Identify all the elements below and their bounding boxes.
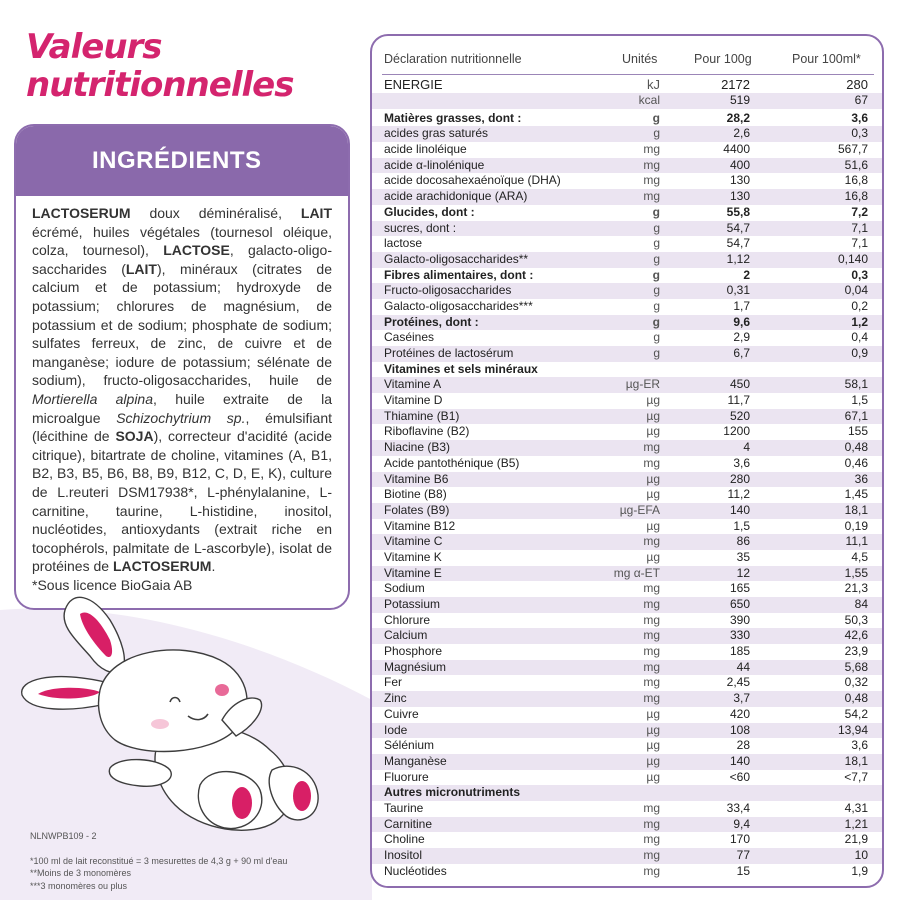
table-row <box>372 221 882 237</box>
value-per-100g: 44 <box>736 659 750 674</box>
value-per-100ml: 21,3 <box>844 581 868 596</box>
value-per-100g: 54,7 <box>726 220 750 235</box>
value-per-100ml: 7,2 <box>851 204 868 219</box>
table-row <box>372 738 882 754</box>
table-row <box>372 409 882 425</box>
nutrient-unit: µg <box>646 706 660 721</box>
value-per-100g: 0,31 <box>726 283 750 298</box>
nutrient-unit: mg <box>643 440 660 455</box>
ingredient-segment: LAIT <box>300 205 332 221</box>
value-per-100ml: 0,140 <box>837 251 868 266</box>
value-per-100ml: 13,94 <box>837 722 868 737</box>
nutrient-name: Vitamine B12 <box>384 518 456 533</box>
nutrient-name: acide linoléique <box>384 142 467 157</box>
nutrient-unit: µg <box>646 549 660 564</box>
nutrient-unit: mg <box>643 628 660 643</box>
nutrient-name: Galacto-oligosaccharides** <box>384 251 529 266</box>
value-per-100g: 3,7 <box>733 691 750 706</box>
nutrient-name: Vitamines et sels minéraux <box>384 361 538 376</box>
value-per-100ml: 155 <box>847 424 868 439</box>
nutrient-name: Caséines <box>384 330 435 345</box>
value-per-100ml: 16,8 <box>844 189 868 204</box>
value-per-100ml: 4,31 <box>844 800 868 815</box>
nutrient-unit: mg <box>643 691 660 706</box>
table-row <box>372 660 882 676</box>
value-per-100ml: 50,3 <box>844 612 868 627</box>
license-note: *Sous licence BioGaia AB <box>32 576 193 593</box>
value-per-100ml: 1,9 <box>851 863 868 878</box>
footnote-1: *100 ml de lait reconstitué = 3 mesurettes de 4,3 g + 90 ml d'eau <box>30 855 288 866</box>
value-per-100g: 420 <box>729 706 750 721</box>
nutrient-name: Vitamine A <box>384 377 442 392</box>
nutrient-unit: mg <box>643 597 660 611</box>
ingredient-segment: SOJA <box>115 428 154 445</box>
value-per-100g: 130 <box>729 173 750 188</box>
table-row <box>372 848 882 864</box>
table-row <box>372 111 882 127</box>
nutrient-name: Taurine <box>384 800 424 815</box>
value-per-100g: 280 <box>729 471 750 486</box>
nutrient-unit: mg <box>643 173 660 188</box>
ingredient-segment: LACTOSERUM <box>112 558 212 575</box>
nutrient-name: Fer <box>384 675 402 690</box>
nutrient-name: Chlorure <box>384 612 431 627</box>
nutrient-unit: mg <box>643 612 660 627</box>
value-per-100g: 650 <box>729 597 750 611</box>
nutrient-unit: g <box>653 236 660 251</box>
ingredient-segment: doux déminéralisé, <box>130 205 301 221</box>
value-per-100g: 4 <box>743 440 750 455</box>
value-per-100ml: 54,2 <box>844 706 868 721</box>
nutrition-table <box>370 34 884 888</box>
value-per-100ml: 16,8 <box>844 173 868 188</box>
value-per-100ml: 567,7 <box>837 142 868 157</box>
table-row <box>372 299 882 315</box>
table-header <box>372 52 882 72</box>
table-row <box>372 346 882 362</box>
value-per-100ml: 3,6 <box>851 738 868 753</box>
table-row <box>372 268 882 284</box>
value-per-100g: 1,7 <box>733 298 750 313</box>
value-per-100ml: 1,55 <box>844 565 868 580</box>
value-per-100g: 130 <box>729 189 750 204</box>
table-row <box>372 566 882 582</box>
table-row <box>372 613 882 629</box>
nutrient-name: Vitamine B6 <box>384 471 449 486</box>
value-per-100ml: 84 <box>854 597 868 611</box>
nutrient-name: lactose <box>384 236 423 251</box>
table-row <box>372 534 882 550</box>
value-per-100g: 140 <box>729 502 750 517</box>
nutrient-name: acide α-linolénique <box>384 157 485 172</box>
value-per-100ml: 280 <box>846 77 868 92</box>
value-per-100ml: <7,7 <box>844 769 868 784</box>
nutrient-unit: mg <box>643 659 660 674</box>
table-row <box>372 315 882 331</box>
value-per-100g: 2 <box>743 267 750 282</box>
nutrient-unit: mg <box>643 534 660 549</box>
nutrient-name: acides gras saturés <box>384 126 489 141</box>
nutrient-name: Choline <box>384 832 425 847</box>
value-per-100ml: 1,2 <box>851 314 868 329</box>
nutrient-unit: mg <box>643 800 660 815</box>
nutrient-name: Inositol <box>384 848 423 862</box>
value-per-100ml: 1,21 <box>844 816 868 831</box>
nutrient-unit: g <box>652 267 660 282</box>
table-row <box>372 189 882 205</box>
value-per-100g: 165 <box>729 581 750 596</box>
ingredient-segment: . <box>211 558 216 575</box>
nutrient-unit: kcal <box>638 93 660 107</box>
table-row <box>372 519 882 535</box>
nutrient-name: Potassium <box>384 597 441 611</box>
table-row <box>372 503 882 519</box>
ingredient-segment: LACTOSERUM <box>32 205 131 221</box>
table-row <box>372 644 882 660</box>
value-per-100g: 170 <box>729 832 750 847</box>
nutrient-unit: µg <box>646 393 660 408</box>
value-per-100g: 108 <box>729 722 750 737</box>
title-line-1: Valeurs <box>26 27 162 67</box>
value-per-100g: 520 <box>729 408 750 423</box>
value-per-100g: 1,5 <box>733 518 750 533</box>
nutrient-name: Biotine (B8) <box>384 487 447 502</box>
title-line-2: nutritionnelles <box>26 65 294 105</box>
nutrient-unit: mg <box>643 142 660 157</box>
footnotes <box>30 830 287 892</box>
value-per-100g: 140 <box>729 753 750 768</box>
value-per-100ml: 0,3 <box>851 267 868 282</box>
value-per-100g: 4400 <box>723 142 750 157</box>
nutrient-unit: µg <box>646 738 660 753</box>
nutrient-name: Autres micronutriments <box>384 785 521 800</box>
ingredient-segment: , galacto-oligo-saccharides ( <box>32 242 332 277</box>
nutrient-unit: mg <box>643 848 660 862</box>
table-row <box>372 440 882 456</box>
nutrient-unit: g <box>653 346 660 360</box>
bunny-illustration <box>10 590 340 840</box>
nutrient-unit: kJ <box>647 77 660 92</box>
nutrient-name: Folates (B9) <box>384 502 450 517</box>
value-per-100ml: 11,1 <box>845 534 868 549</box>
nutrient-name: ENERGIE <box>384 77 443 92</box>
value-per-100ml: 42,6 <box>844 628 868 643</box>
value-per-100ml: 7,1 <box>851 220 868 235</box>
nutrient-name: Protéines, dont : <box>384 314 479 329</box>
value-per-100ml: 4,5 <box>851 549 868 564</box>
header-declaration: Déclaration nutritionnelle <box>384 52 522 66</box>
value-per-100g: 2,45 <box>726 675 750 690</box>
value-per-100ml: 5,68 <box>844 659 868 674</box>
value-per-100g: 9,6 <box>733 314 750 329</box>
nutrient-name: Fluorure <box>384 769 429 784</box>
page-title <box>26 28 293 104</box>
nutrient-unit: g <box>652 204 660 219</box>
table-row <box>372 723 882 739</box>
value-per-100g: 11,7 <box>727 393 750 408</box>
nutrient-name: Vitamine E <box>384 565 442 580</box>
footnote-2: **Moins de 3 monomères <box>30 868 132 878</box>
nutrient-name: Cuivre <box>384 706 419 721</box>
value-per-100ml: 0,19 <box>844 518 868 533</box>
nutrient-name: Protéines de lactosérum <box>384 346 514 360</box>
nutrient-name: sucres, dont : <box>384 220 457 235</box>
value-per-100g: 185 <box>729 644 750 659</box>
value-per-100g: 55,8 <box>726 204 750 219</box>
value-per-100ml: 0,48 <box>844 440 868 455</box>
table-row <box>372 550 882 566</box>
value-per-100ml: 0,46 <box>844 455 868 470</box>
ingredients-text <box>16 196 348 576</box>
table-row <box>372 785 882 801</box>
nutrient-name: Glucides, dont : <box>384 204 475 219</box>
ingredients-panel <box>14 124 350 610</box>
nutrient-unit: µg <box>646 424 660 439</box>
table-row <box>372 754 882 770</box>
table-row <box>372 158 882 174</box>
value-per-100g: 15 <box>736 863 750 878</box>
nutrient-name: acide docosahexaénoïque (DHA) <box>384 173 561 188</box>
nutrient-name: acide arachidonique (ARA) <box>384 189 528 204</box>
table-row <box>372 252 882 268</box>
table-row <box>372 472 882 488</box>
value-per-100g: 2172 <box>721 77 750 92</box>
value-per-100ml: 36 <box>854 471 868 486</box>
nutrient-unit: µg <box>646 518 660 533</box>
value-per-100g: 2,6 <box>733 126 750 141</box>
table-row <box>372 817 882 833</box>
value-per-100ml: 23,9 <box>844 644 868 659</box>
ingredient-segment: ), correcteur d'acidité (acide citrique), bitartrate de choline, vitamines (A, B1, B2, B3, B5, B6, B8, B9, B12, C, D, E, K), culture de L.reuteri DSM17938*, L-phénylalanine, L-carnitine, taurine, L-histidine, inositol, nucléotides, antioxydants (extrait riche en tocophérols, palmitate de L-ascorbyle), isolat de protéines de <box>32 428 332 575</box>
table-row <box>372 142 882 158</box>
value-per-100ml: 0,48 <box>844 691 868 706</box>
ingredient-segment: LACTOSE <box>163 242 230 259</box>
nutrient-unit: µg-ER <box>625 377 660 392</box>
table-row <box>372 330 882 346</box>
value-per-100ml: 58,1 <box>844 377 868 392</box>
value-per-100g: 519 <box>729 93 750 107</box>
value-per-100g: 6,7 <box>733 346 750 360</box>
table-row <box>372 675 882 691</box>
table-row <box>372 581 882 597</box>
value-per-100ml: 67,1 <box>844 408 868 423</box>
value-per-100g: 12 <box>736 565 750 580</box>
table-row <box>372 832 882 848</box>
table-row <box>372 93 882 109</box>
header-divider <box>382 74 874 75</box>
value-per-100g: <60 <box>729 769 750 784</box>
nutrient-name: Fructo-oligosaccharides <box>384 283 512 298</box>
nutrient-name: Thiamine (B1) <box>384 408 460 423</box>
table-row <box>372 126 882 142</box>
nutrient-unit: mg <box>643 832 660 847</box>
table-row <box>372 707 882 723</box>
nutrient-name: Vitamine C <box>384 534 443 549</box>
value-per-100ml: 67 <box>854 93 868 107</box>
nutrient-unit: µg <box>646 487 660 502</box>
value-per-100g: 35 <box>736 549 750 564</box>
nutrient-unit: g <box>653 251 660 266</box>
nutrient-unit: µg <box>646 769 660 784</box>
value-per-100ml: 0,32 <box>844 675 868 690</box>
table-row <box>372 283 882 299</box>
nutrient-name: Carnitine <box>384 816 433 831</box>
value-per-100g: 77 <box>736 848 750 862</box>
value-per-100ml: 7,1 <box>851 236 868 251</box>
value-per-100g: 11,2 <box>727 487 750 502</box>
ingredient-segment: , émulsifiant (lécithine de <box>32 409 332 445</box>
value-per-100g: 390 <box>729 612 750 627</box>
value-per-100g: 9,4 <box>733 816 750 831</box>
ingredient-segment: écrémé, huiles végétales (tournesol oléique, colza, tournesol), <box>32 223 332 259</box>
value-per-100ml: 0,3 <box>851 126 868 141</box>
value-per-100g: 28 <box>736 738 750 753</box>
nutrient-name: Niacine (B3) <box>384 440 451 455</box>
value-per-100ml: 10 <box>854 848 868 862</box>
nutrient-name: Magnésium <box>384 659 447 674</box>
ingredient-segment: , huile extraite de la microalgue <box>32 390 333 426</box>
table-row <box>372 173 882 189</box>
nutrient-unit: g <box>653 330 660 345</box>
nutrient-unit: mg <box>643 455 660 470</box>
ingredient-segment: LAIT <box>125 260 157 277</box>
value-per-100ml: 18,1 <box>844 753 868 768</box>
ingredient-segment: Schizochytrium sp. <box>116 409 246 426</box>
nutrient-name: Nucléotides <box>384 863 447 878</box>
value-per-100ml: 18,1 <box>844 502 868 517</box>
value-per-100ml: 0,2 <box>851 298 868 313</box>
header-per-100ml: Pour 100ml* <box>792 52 861 66</box>
nutrient-unit: g <box>653 126 660 141</box>
nutrient-unit: mg <box>643 157 660 172</box>
value-per-100g: 33,4 <box>726 800 750 815</box>
value-per-100g: 3,6 <box>733 455 750 470</box>
table-row <box>372 691 882 707</box>
table-row <box>372 76 882 93</box>
value-per-100ml: 1,5 <box>851 393 868 408</box>
table-body <box>372 76 882 879</box>
value-per-100g: 400 <box>729 157 750 172</box>
nutrient-name: Fibres alimentaires, dont : <box>384 267 534 282</box>
ingredients-heading: INGRÉDIENTS <box>16 126 348 196</box>
nutrient-unit: mg <box>643 863 660 878</box>
table-row <box>372 362 882 378</box>
value-per-100ml: 0,9 <box>851 346 868 360</box>
table-row <box>372 393 882 409</box>
nutrient-unit: mg <box>643 675 660 690</box>
value-per-100ml: 0,04 <box>844 283 868 298</box>
value-per-100g: 54,7 <box>726 236 750 251</box>
nutrient-name: Vitamine K <box>384 549 442 564</box>
table-row <box>372 205 882 221</box>
nutrient-unit: µg <box>646 471 660 486</box>
value-per-100g: 330 <box>729 628 750 643</box>
nutrient-unit: mg α-ET <box>613 565 660 580</box>
table-row <box>372 377 882 393</box>
ingredient-segment: ), minéraux (citrates de calcium et de potassium; hydroxyde de potassium; chlorures de magnésium, de potassium et de sodium; phosphate de sodium; sulfates ferreux, de zinc, de cuivre et de manganèse; iodure de potassium; sélénate de sodium), fructo-oligosaccharides, huile de <box>32 260 332 389</box>
nutrient-unit: g <box>653 298 660 313</box>
table-row <box>372 801 882 817</box>
table-row <box>372 487 882 503</box>
table-row <box>372 236 882 252</box>
table-row <box>372 597 882 613</box>
value-per-100g: 450 <box>729 377 750 392</box>
table-row <box>372 424 882 440</box>
nutrient-unit: µg <box>646 408 660 423</box>
table-row <box>372 770 882 786</box>
nutrient-name: Matières grasses, dont : <box>384 110 522 125</box>
product-reference: NLNWPB109 - 2 <box>30 831 97 841</box>
nutrient-name: Galacto-oligosaccharides*** <box>384 298 533 313</box>
nutrient-name: Iode <box>384 722 408 737</box>
table-row <box>372 456 882 472</box>
footnote-3: ***3 monomères ou plus <box>30 880 128 891</box>
header-units: Unités <box>622 52 658 66</box>
nutrient-unit: g <box>652 314 660 329</box>
header-per-100g: Pour 100g <box>694 52 752 66</box>
nutrient-name: Zinc <box>384 691 407 706</box>
value-per-100ml: 3,6 <box>851 110 868 125</box>
value-per-100g: 86 <box>736 534 750 549</box>
value-per-100ml: 1,45 <box>844 487 868 502</box>
value-per-100ml: 51,6 <box>844 157 868 172</box>
nutrient-unit: g <box>653 283 660 298</box>
nutrient-unit: µg <box>646 722 660 737</box>
value-per-100g: 28,2 <box>726 110 750 125</box>
nutrient-name: Phosphore <box>384 644 443 659</box>
nutrient-name: Calcium <box>384 628 428 643</box>
table-row <box>372 864 882 880</box>
nutrient-unit: mg <box>643 581 660 596</box>
value-per-100g: 2,9 <box>733 330 750 345</box>
nutrient-unit: µg-EFA <box>619 502 660 517</box>
table-row <box>372 628 882 644</box>
nutrient-unit: mg <box>643 644 660 659</box>
value-per-100ml: 0,4 <box>851 330 868 345</box>
nutrient-unit: µg <box>646 753 660 768</box>
nutrient-unit: g <box>652 110 660 125</box>
nutrient-name: Sodium <box>384 581 425 596</box>
nutrient-name: Riboflavine (B2) <box>384 424 470 439</box>
ingredient-segment: Mortierella alpina <box>32 390 154 407</box>
nutrient-name: Manganèse <box>384 753 447 768</box>
nutrient-name: Vitamine D <box>384 393 443 408</box>
value-per-100g: 1200 <box>723 424 750 439</box>
nutrient-unit: g <box>653 220 660 235</box>
nutrient-name: Acide pantothénique (B5) <box>384 455 520 470</box>
value-per-100ml: 21,9 <box>844 832 868 847</box>
nutrient-name: Sélénium <box>384 738 435 753</box>
value-per-100g: 1,12 <box>726 251 750 266</box>
nutrient-unit: mg <box>643 189 660 204</box>
nutrient-unit: mg <box>643 816 660 831</box>
